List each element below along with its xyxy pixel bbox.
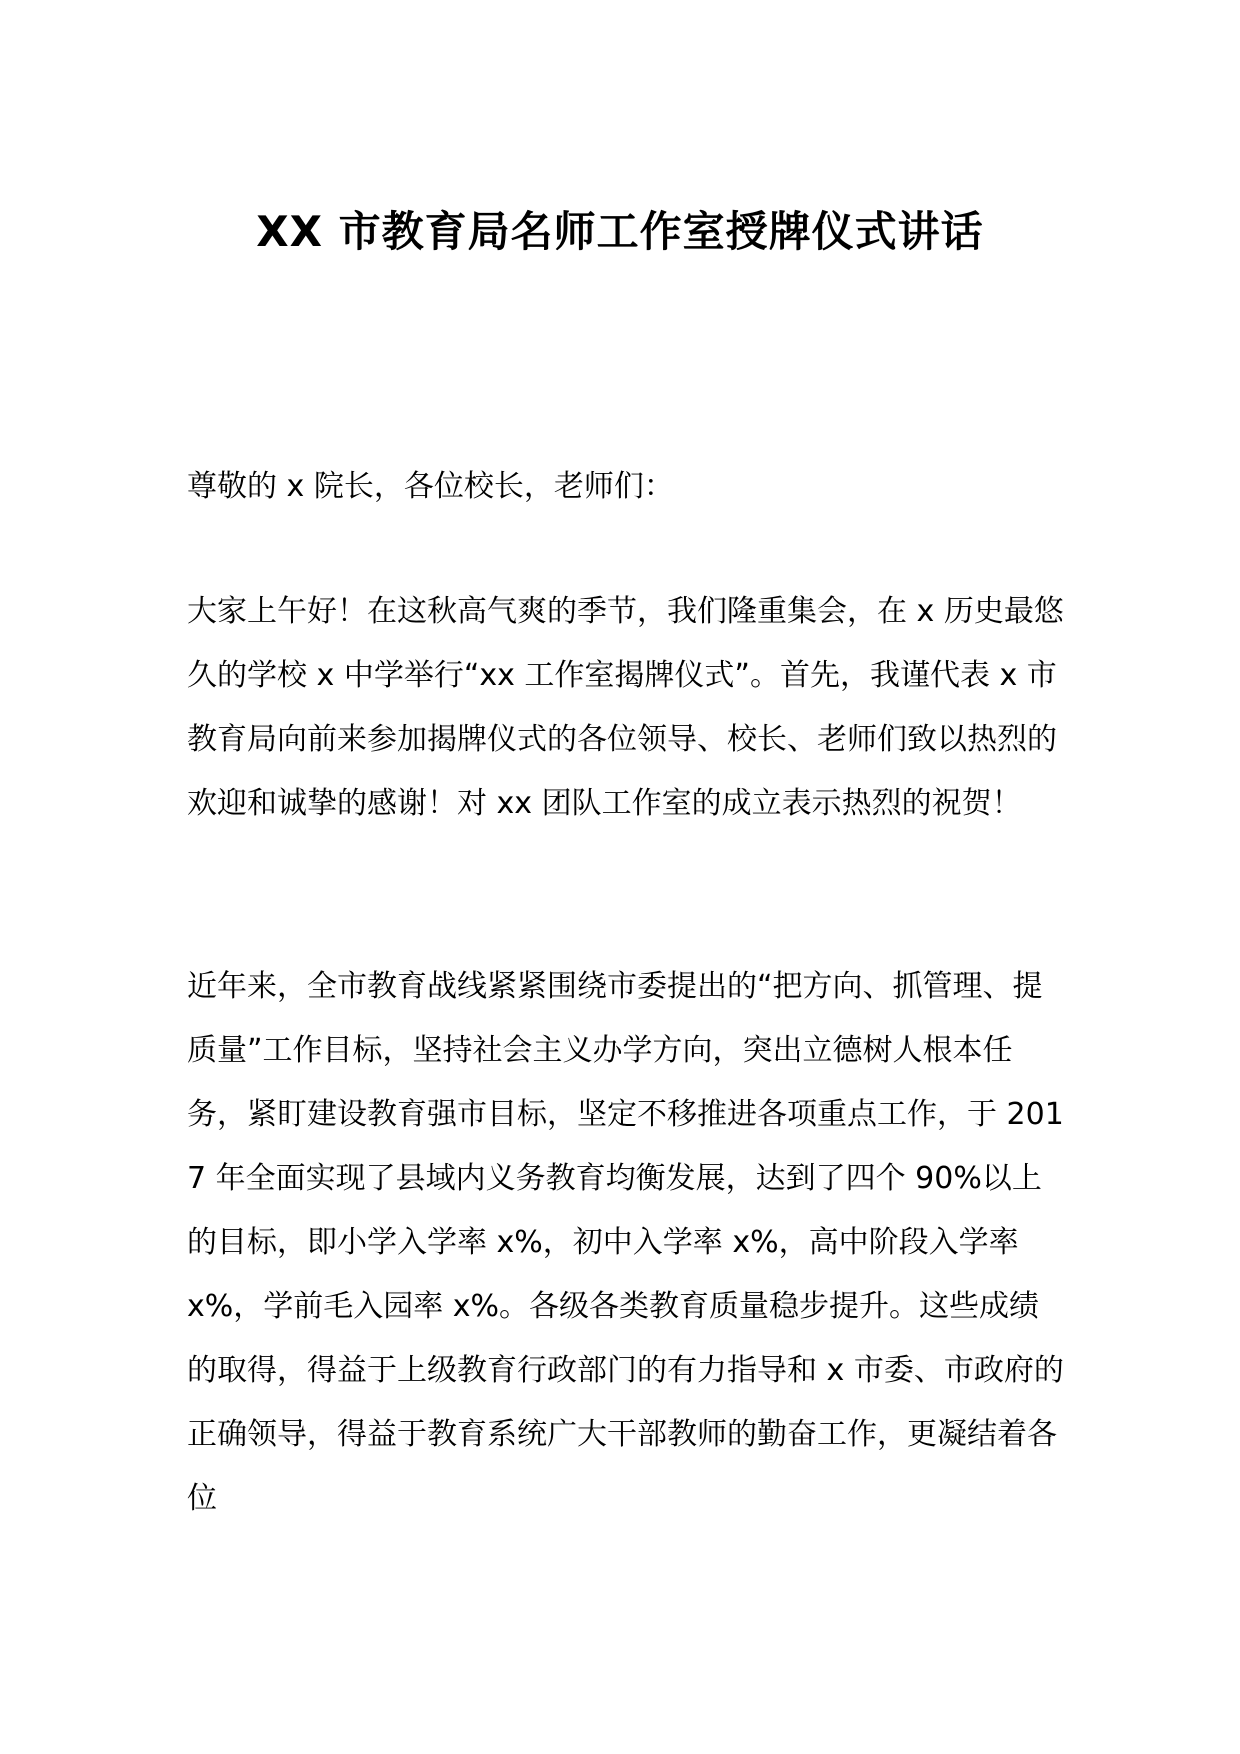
document-title: XX 市教育局名师工作室授牌仪式讲话 (256, 207, 984, 256)
paragraph: 大家上午好！在这秋高气爽的季节，我们隆重集会，在 x 历史最悠久的学校 x 中学举行“xx 工作室揭牌仪式”。首先，我谨代表 x 市教育局向前来参加揭牌仪式的各位领导、校长、老师们致以热烈的欢迎和诚挚的感谢！对 xx 团队工作室的成立表示热烈的祝贺！ (187, 594, 1064, 821)
paragraph: 近年来，全市教育战线紧紧围绕市委提出的“把方向、抓管理、提质量”工作目标，坚持社会主义办学方向，突出立德树人根本任务，紧盯建设教育强市目标，坚定不移推进各项重点工作，于 2017 年全面实现了县域内义务教育均衡发展，达到了四个 90%以上的目标，即小学入学率 x%，初中入学率 x%，高中阶段入学率 x%，学前毛入园率 x%。各级各类教育质量稳步提升。这些成绩的取得，得益于上级教育行政部门的有力指导和 x 市委、市政府的正确领导，得益于教育系统广大干部教师的勤奋工作，更凝结着各位 (187, 969, 1064, 1516)
salutation: 尊敬的 x 院长，各位校长，老师们： (187, 469, 674, 504)
